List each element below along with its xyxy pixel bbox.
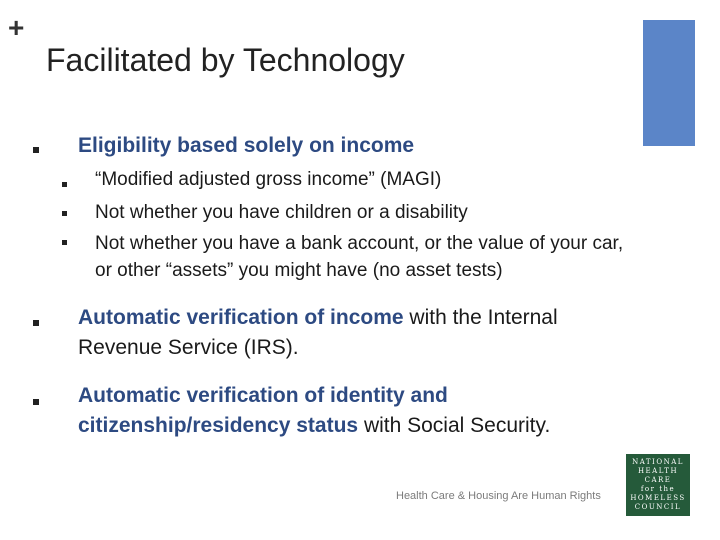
bullet-income-verification-bold: Automatic verification of income bbox=[78, 306, 404, 329]
bullet-identity-verification-rest: with Social Security. bbox=[358, 414, 551, 437]
corner-accent-block bbox=[643, 20, 695, 146]
logo-line: NATIONAL bbox=[632, 458, 684, 466]
sub-bullet-square-icon bbox=[62, 182, 67, 187]
logo-line: for the bbox=[640, 485, 676, 493]
bullet-eligibility: Eligibility based solely on income bbox=[78, 134, 415, 157]
bullet-square-icon bbox=[33, 320, 39, 326]
sub-bullet-square-icon bbox=[62, 211, 67, 216]
bullet-income-verification-rest: with the Internal Revenue Service (IRS). bbox=[78, 306, 558, 359]
bullet-square-icon bbox=[33, 399, 39, 405]
footer-tagline: Health Care & Housing Are Human Rights bbox=[396, 490, 601, 502]
bullet-identity-verification bbox=[78, 381, 623, 441]
bullet-income-verification bbox=[78, 303, 638, 363]
logo-line: HEALTH CARE bbox=[637, 467, 679, 484]
sub-bullet-magi: “Modified adjusted gross income” (MAGI) bbox=[95, 169, 442, 190]
sub-bullet-children: Not whether you have children or a disability bbox=[95, 202, 468, 223]
slide-title: Facilitated by Technology bbox=[46, 42, 405, 78]
logo-line: COUNCIL bbox=[634, 503, 682, 511]
council-logo bbox=[626, 454, 690, 516]
plus-mark: + bbox=[8, 12, 25, 43]
sub-bullet-assets: Not whether you have a bank account, or the value of your car, or other “assets” you might have (no asset tests) bbox=[95, 233, 624, 281]
bullet-square-icon bbox=[33, 147, 39, 153]
logo-line: HOMELESS bbox=[630, 494, 686, 502]
sub-bullet-square-icon bbox=[62, 240, 67, 245]
bullet-identity-verification-bold: Automatic verification of identity and citizenship/residency status bbox=[78, 384, 448, 437]
